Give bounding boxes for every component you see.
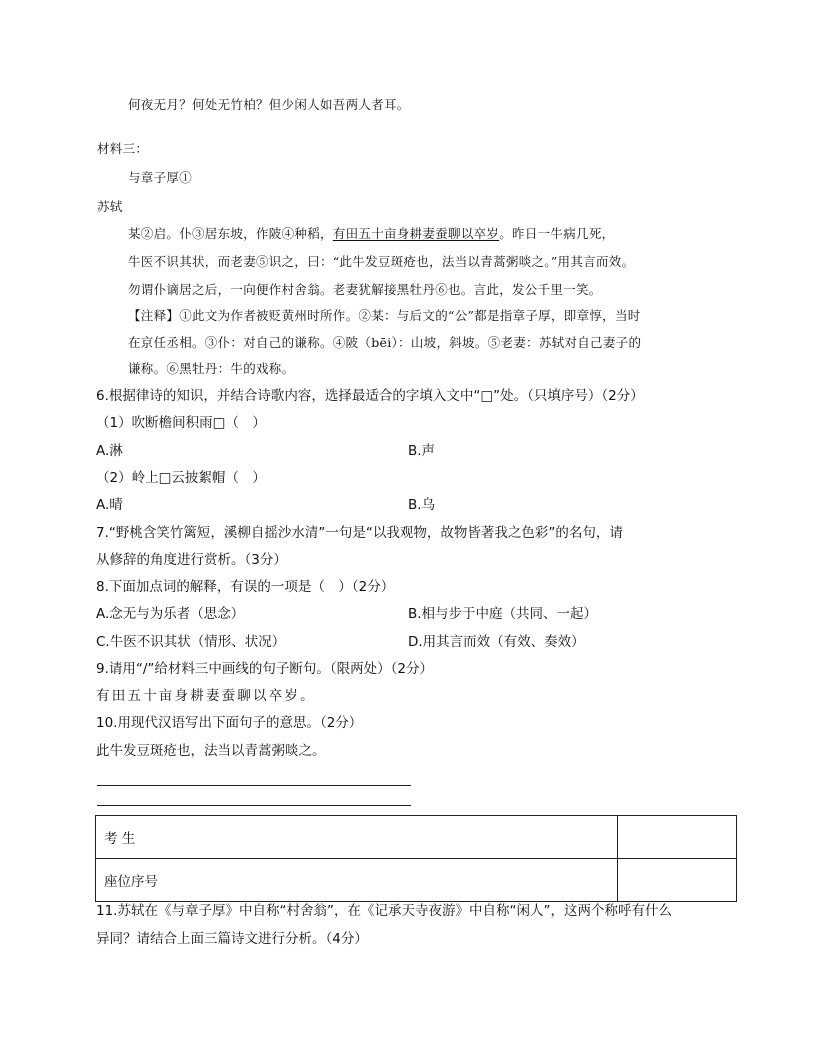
question-8: 8.下面加点词的解释，有误的一项是（ ）（2分）	[96, 579, 395, 595]
question-6-part-1: （1）吹断檐间积雨□（ ）	[96, 415, 266, 431]
answer-line-1[interactable]	[97, 785, 411, 786]
option-8-b: B.相与步于中庭（共同、一起）	[408, 606, 598, 622]
material-three-heading: 材料三：	[97, 141, 149, 156]
question-6-part-2: （2）岭上□云披絮帽（ ）	[96, 470, 266, 486]
question-6: 6.根据律诗的知识，并结合诗歌内容，选择最适合的字填入文中“□”处。（只填序号）（2分）	[96, 388, 644, 404]
question-9: 9.请用“/”给材料三中画线的句子断句。（限两处）（2分）	[96, 661, 434, 677]
seat-number-label: 座位序号	[96, 859, 618, 902]
seat-number-table	[95, 815, 737, 902]
option-8-d: D.用其言而效（有效、奏效）	[408, 634, 585, 650]
option-8-a: A.念无与为乐者（思念）	[96, 606, 245, 622]
letter-title: 与章子厚①	[128, 170, 193, 185]
poem-tail-line: 何夜无月？何处无竹柏？但少闲人如吾两人者耳。	[128, 97, 410, 112]
question-11-line-2: 异同？请结合上面三篇诗文进行分析。（4分）	[96, 931, 368, 947]
option-6-2-a: A.晴	[96, 497, 123, 513]
answer-line-2[interactable]	[97, 805, 411, 806]
letter-text-b: 。昨日一牛病几死，	[499, 226, 615, 241]
option-6-1-a: A.淋	[96, 443, 123, 459]
letter-paragraph-line-3: 勿谓仆谪居之后，一向便作村舍翁。老妻犹解接黑牡丹⑥也。言此，发公千里一笑。	[128, 282, 602, 297]
annotation-line-1: 【注释】①此文为作者被贬黄州时所作。②某：与后文的“公”都是指章子厚，即章惇，当时	[128, 308, 641, 323]
question-11-line-1: 11.苏轼在《与章子厚》中自称“村舍翁”，在《记承天寺夜游》中自称“闲人”，这两个称呼有什么	[96, 903, 672, 919]
letter-author: 苏轼	[97, 199, 123, 214]
examinee-value-cell[interactable]	[618, 816, 737, 859]
option-8-c: C.牛医不识其状（情形、状况）	[96, 634, 286, 650]
option-6-2-b: B.乌	[408, 497, 436, 513]
examinee-label: 考 生	[96, 816, 618, 859]
question-9-sentence: 有田五十亩身耕妻蚕聊以卒岁。	[96, 688, 316, 704]
option-6-1-b: B.声	[408, 443, 436, 459]
question-10: 10.用现代汉语写出下面句子的意思。（2分）	[96, 715, 363, 731]
seat-number-value-cell[interactable]	[618, 859, 737, 902]
question-7-line-2: 从修辞的角度进行赏析。（3分）	[96, 552, 287, 568]
letter-paragraph-line-2: 牛医不识其状，而老妻⑤识之，曰：“此牛发豆斑疮也，法当以青蒿粥啖之。”用其言而效。	[128, 254, 635, 269]
annotation-line-3: 谦称。⑥黑牡丹：牛的戏称。	[128, 361, 295, 376]
question-7-line-1: 7.“野桃含笑竹篱短，溪柳自摇沙水清”一句是“以我观物，故物皆著我之色彩”的名句，请	[96, 525, 623, 541]
letter-paragraph-line-1	[128, 228, 614, 241]
letter-text-a: 某②启。仆③居东坡，作陂④种稻，	[128, 226, 333, 241]
underlined-sentence: 有田五十亩身耕妻蚕聊以卒岁	[332, 226, 500, 241]
question-10-sentence: 此牛发豆斑疮也，法当以青蒿粥啖之。	[96, 743, 326, 759]
annotation-line-2: 在京任丞相。③仆：对自己的谦称。④陂（bēi）：山坡，斜坡。⑤老妻：苏轼对自己妻子的	[128, 335, 642, 350]
